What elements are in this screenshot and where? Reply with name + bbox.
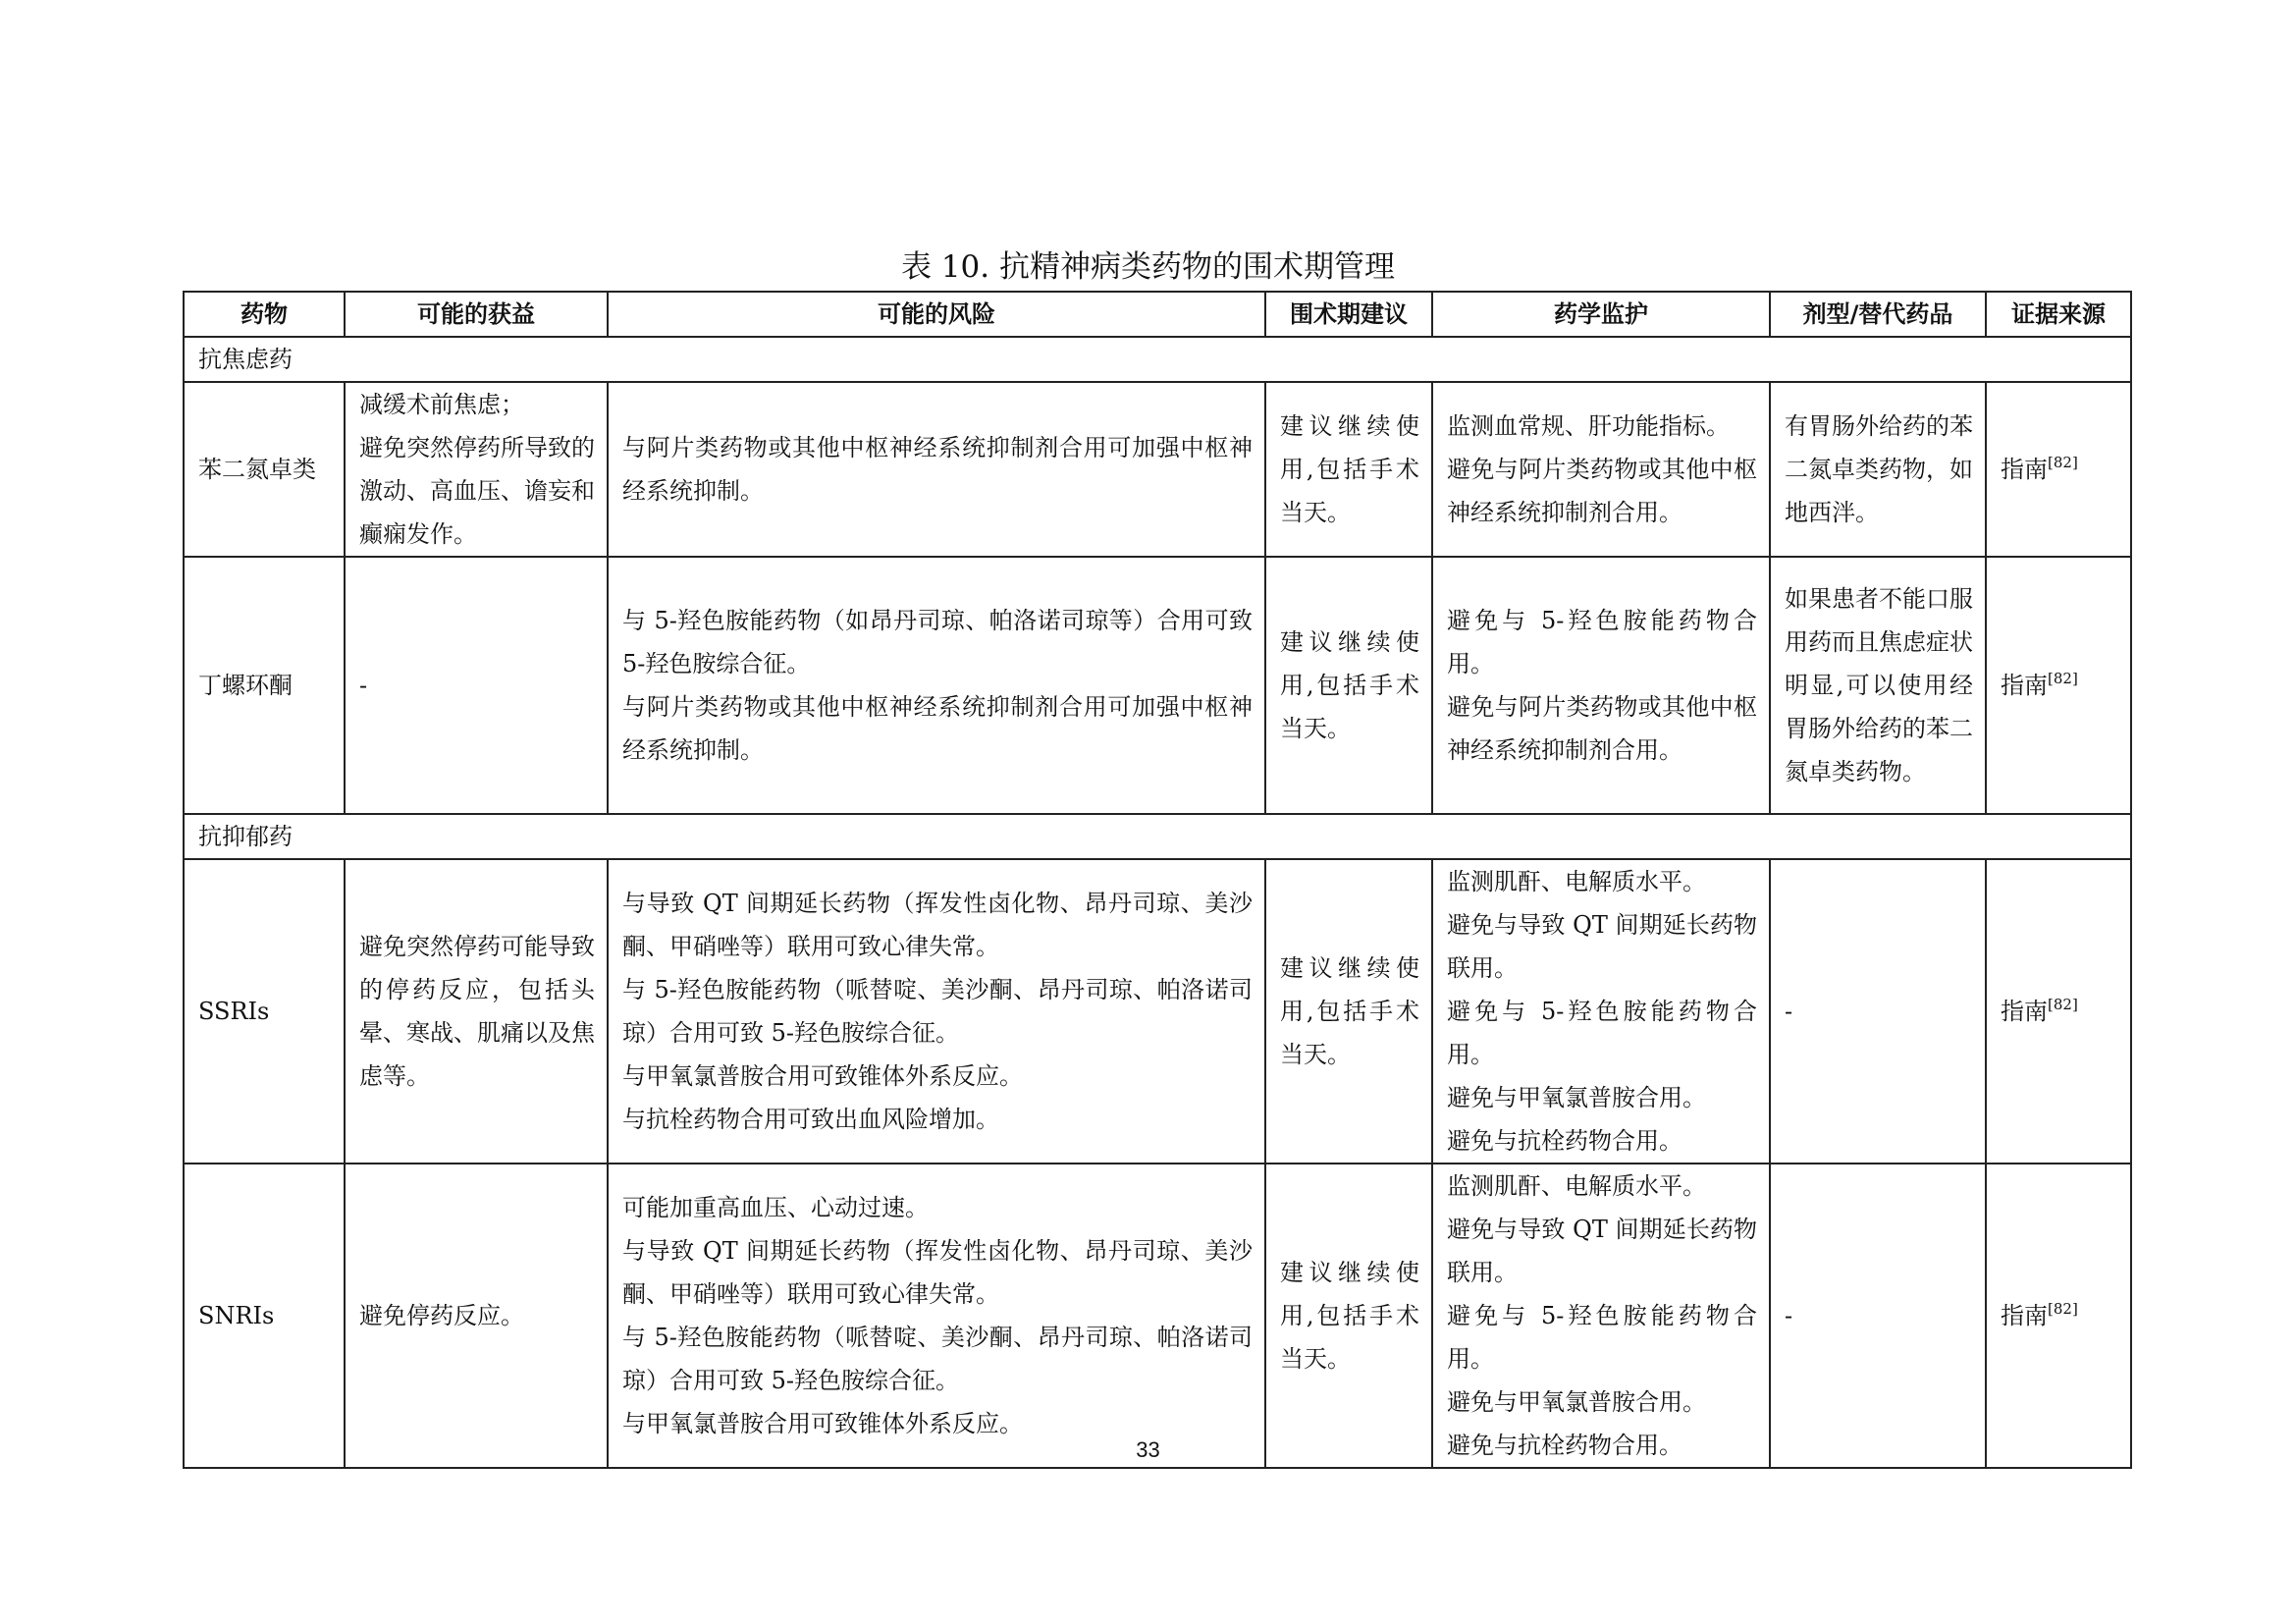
cell-benefit: 避免停药反应。 xyxy=(345,1164,608,1468)
cell-benefit: - xyxy=(345,557,608,814)
cell-line: 避免与甲氧氯普胺合用。 xyxy=(1447,1084,1706,1111)
evidence-ref: [82] xyxy=(2048,670,2078,687)
cell-line: 避免与 5-羟色胺能药物合用。 xyxy=(1447,1302,1757,1373)
cell-line: 避免与阿片类药物或其他中枢神经系统抑制剂合用。 xyxy=(1447,456,1757,526)
cell-line: 与导致 QT 间期延长药物（挥发性卤化物、昂丹司琼、美沙酮、甲硝唑等）联用可致心律失常。 xyxy=(622,890,1253,960)
cell-risk xyxy=(608,859,1265,1164)
cell-alternative: 有胃肠外给药的苯二氮卓类药物，如地西泮。 xyxy=(1770,382,1986,557)
evidence-ref: [82] xyxy=(2048,454,2078,471)
section-label: 抗焦虑药 xyxy=(184,337,2131,382)
cell-recommendation: 建议继续使用,包括手术当天。 xyxy=(1265,1164,1432,1468)
cell-drug: SNRIs xyxy=(184,1164,345,1468)
drug-management-table xyxy=(183,291,2132,1469)
cell-monitoring xyxy=(1432,382,1770,557)
cell-risk xyxy=(608,1164,1265,1468)
evidence-text: 指南 xyxy=(2001,672,2048,699)
evidence-ref: [82] xyxy=(2048,1300,2078,1318)
cell-recommendation: 建议继续使用,包括手术当天。 xyxy=(1265,859,1432,1164)
table-row xyxy=(184,1164,2131,1468)
cell-evidence xyxy=(1986,382,2131,557)
cell-alternative: 如果患者不能口服用药而且焦虑症状明显,可以使用经胃肠外给药的苯二氮卓类药物。 xyxy=(1770,557,1986,814)
header-benefit: 可能的获益 xyxy=(345,292,608,337)
cell-line: 与抗栓药物合用可致出血风险增加。 xyxy=(622,1106,999,1133)
cell-line: 监测血常规、肝功能指标。 xyxy=(1447,412,1730,440)
table-caption: 表 10. 抗精神病类药物的围术期管理 xyxy=(900,249,1395,285)
header-alternative: 剂型/替代药品 xyxy=(1770,292,1986,337)
section-row-anxiolytics xyxy=(184,337,2131,382)
cell-evidence xyxy=(1986,859,2131,1164)
cell-line: 监测肌酐、电解质水平。 xyxy=(1447,1172,1706,1200)
cell-line: 与甲氧氯普胺合用可致锥体外系反应。 xyxy=(622,1410,1023,1437)
table-row xyxy=(184,557,2131,814)
cell-drug: 苯二氮卓类 xyxy=(184,382,345,557)
cell-monitoring xyxy=(1432,859,1770,1164)
cell-line: 避免与导致 QT 间期延长药物联用。 xyxy=(1447,911,1757,982)
header-drug: 药物 xyxy=(184,292,345,337)
cell-line: 避免与导致 QT 间期延长药物联用。 xyxy=(1447,1216,1757,1286)
evidence-text: 指南 xyxy=(2001,456,2048,483)
cell-line: 可能加重高血压、心动过速。 xyxy=(622,1194,929,1221)
cell-line: 避免与抗栓药物合用。 xyxy=(1447,1432,1682,1459)
cell-alternative: - xyxy=(1770,859,1986,1164)
cell-line: 避免与 5-羟色胺能药物合用。 xyxy=(1447,998,1757,1068)
header-evidence: 证据来源 xyxy=(1986,292,2131,337)
cell-benefit xyxy=(345,382,608,557)
cell-line: 与阿片类药物或其他中枢神经系统抑制剂合用可加强中枢神经系统抑制。 xyxy=(622,434,1253,505)
cell-line: 避免与 5-羟色胺能药物合用。 xyxy=(1447,607,1757,677)
cell-line: 与导致 QT 间期延长药物（挥发性卤化物、昂丹司琼、美沙酮、甲硝唑等）联用可致心律失常。 xyxy=(622,1237,1253,1308)
evidence-text: 指南 xyxy=(2001,998,2048,1025)
header-recommendation: 围术期建议 xyxy=(1265,292,1432,337)
evidence-ref: [82] xyxy=(2048,996,2078,1013)
header-monitoring: 药学监护 xyxy=(1432,292,1770,337)
cell-line: 与阿片类药物或其他中枢神经系统抑制剂合用可加强中枢神经系统抑制。 xyxy=(622,693,1253,764)
cell-line: 与 5-羟色胺能药物（哌替啶、美沙酮、昂丹司琼、帕洛诺司琼）合用可致 5-羟色胺综合征。 xyxy=(622,1324,1253,1394)
cell-risk xyxy=(608,382,1265,557)
header-risk: 可能的风险 xyxy=(608,292,1265,337)
cell-line: 与 5-羟色胺能药物（哌替啶、美沙酮、昂丹司琼、帕洛诺司琼）合用可致 5-羟色胺综合征。 xyxy=(622,976,1253,1047)
header-row xyxy=(184,292,2131,337)
cell-evidence xyxy=(1986,1164,2131,1468)
cell-benefit: 避免突然停药可能导致的停药反应，包括头晕、寒战、肌痛以及焦虑等。 xyxy=(345,859,608,1164)
cell-recommendation: 建议继续使用,包括手术当天。 xyxy=(1265,382,1432,557)
section-label: 抗抑郁药 xyxy=(184,814,2131,859)
cell-line: 避免与阿片类药物或其他中枢神经系统抑制剂合用。 xyxy=(1447,693,1757,764)
cell-line: 避免与甲氧氯普胺合用。 xyxy=(1447,1388,1706,1416)
cell-evidence xyxy=(1986,557,2131,814)
page-number: 33 xyxy=(1136,1437,1160,1462)
cell-monitoring xyxy=(1432,1164,1770,1468)
section-row-antidepressants xyxy=(184,814,2131,859)
table-row xyxy=(184,382,2131,557)
cell-recommendation: 建议继续使用,包括手术当天。 xyxy=(1265,557,1432,814)
cell-drug: 丁螺环酮 xyxy=(184,557,345,814)
cell-line: 与 5-羟色胺能药物（如昂丹司琼、帕洛诺司琼等）合用可致 5-羟色胺综合征。 xyxy=(622,607,1253,677)
cell-line: 避免突然停药所导致的激动、高血压、谵妄和癫痫发作。 xyxy=(359,434,595,548)
table-row xyxy=(184,859,2131,1164)
cell-alternative: - xyxy=(1770,1164,1986,1468)
cell-risk xyxy=(608,557,1265,814)
cell-line: 避免与抗栓药物合用。 xyxy=(1447,1127,1682,1155)
cell-line: 减缓术前焦虑； xyxy=(359,391,524,418)
cell-line: 监测肌酐、电解质水平。 xyxy=(1447,868,1706,895)
cell-monitoring xyxy=(1432,557,1770,814)
cell-drug: SSRIs xyxy=(184,859,345,1164)
evidence-text: 指南 xyxy=(2001,1302,2048,1329)
cell-line: 与甲氧氯普胺合用可致锥体外系反应。 xyxy=(622,1062,1023,1090)
